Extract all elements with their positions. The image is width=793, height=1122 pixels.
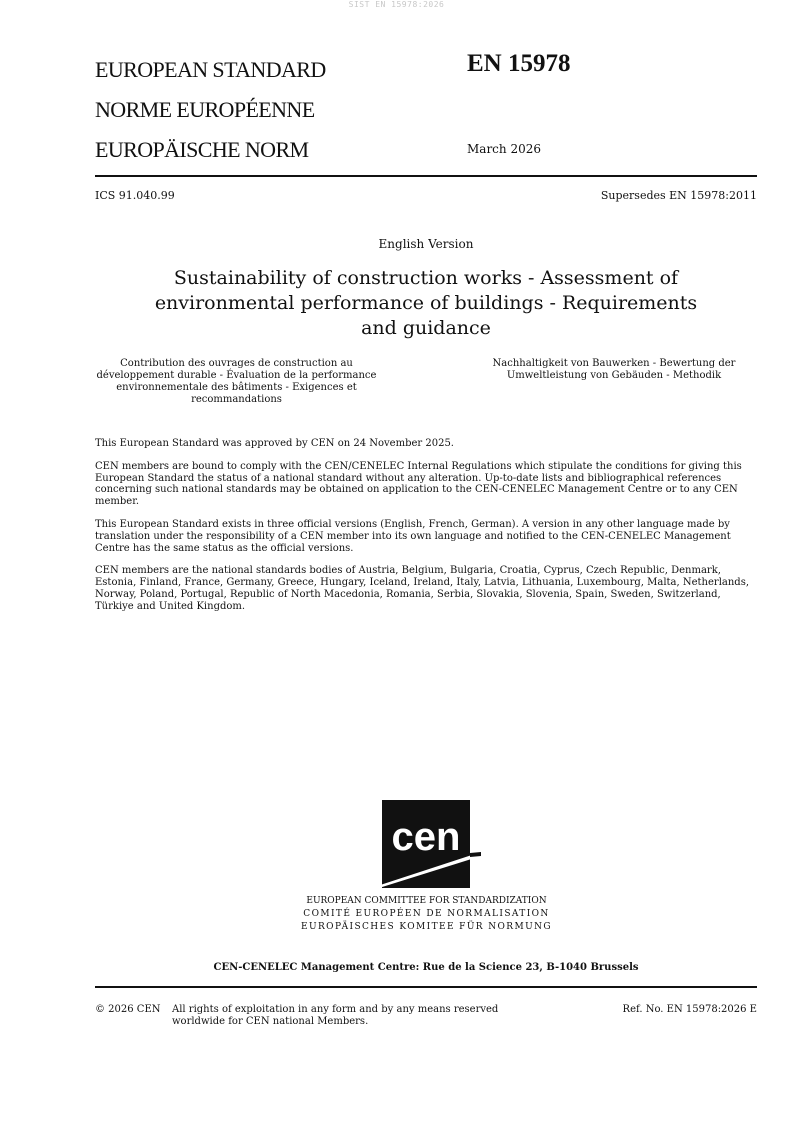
title-line: environmental performance of buildings - Requirements [154,292,698,314]
german-title [474,358,754,382]
title-line: Sustainability of construction works - Assessment of [173,267,679,289]
german-title-line: Umweltleistung von Gebäuden - Methodik [506,370,722,381]
language-version: English Version [378,237,474,251]
standard-name-en: EUROPEAN STANDARD [95,57,326,82]
rights-line: All rights of exploitation in any form and by any means reserved [172,1004,499,1015]
french-title-line: Contribution des ouvrages de construction au [120,358,353,369]
management-centre-address: CEN-CENELEC Management Centre: Rue de la Science 23, B-1040 Brussels [213,962,639,973]
committee-name-de: EUROPÄISCHES KOMITEE FÜR NORMUNG [301,922,552,932]
committee-names [250,895,603,934]
rights-notice [172,1004,512,1028]
title-line: and guidance [361,317,491,339]
committee-name-fr: COMITÉ EUROPÉEN DE NORMALISATION [303,909,550,919]
watermark: SIST EN 15978:2026 [348,0,445,9]
body-paragraphs [95,438,757,624]
members-list-paragraph: CEN members are the national standards bodies of Austria, Belgium, Bulgaria, Croatia, Cyprus, Czech Republic, Denmark, Estonia, Finland, France, Germany, Greece, Hungary, Iceland, Ireland, Italy, Latvia, Lithuania, Luxembourg, Malta, Netherlands, Norway, Poland, Portugal, Republic of North Macedonia, Romania, Serbia, Slovakia, Slovenia, Spain, Sweden, Switzerland, Türkiye and United Kingdom. [95,565,750,612]
french-title-line: environnementale des bâtiments - Exigences et [116,382,357,393]
header-divider [95,175,757,177]
ics-code: ICS 91.040.99 [95,189,175,202]
standard-name-fr: NORME EUROPÉENNE [95,97,315,122]
document-title [120,266,732,341]
standard-number: EN 15978 [467,50,571,77]
german-title-line: Nachhaltigkeit von Bauwerken - Bewertung der [492,358,736,369]
committee-name-en: EUROPEAN COMMITTEE FOR STANDARDIZATION [306,896,547,906]
approval-paragraph: This European Standard was approved by CEN on 24 November 2025. [95,438,454,449]
versions-paragraph: This European Standard exists in three official versions (English, French, German). A version in any other language made by translation under the responsibility of a CEN member into its own language and notified to the CEN-CENELEC Management Centre has the same status as the official versions. [95,518,731,554]
cen-logo-text: cen [391,815,461,859]
cen-logo [371,800,483,890]
french-title-line: recommandations [191,394,282,405]
supersedes-note: Supersedes EN 15978:2011 [600,189,757,202]
footer-divider [95,986,757,988]
standard-name-de: EUROPÄISCHE NORM [95,137,309,162]
members-bound-paragraph: CEN members are bound to comply with the CEN/CENELEC Internal Regulations which stipulate the conditions for giving this European Standard the status of a national standard without any alteration. Up-to-date lists and bibliographical references concerning such national standards may be obtained on application to the CEN-CENELEC Management Centre or to any CEN member. [95,460,742,508]
publication-date: March 2026 [467,142,541,156]
reference-number: Ref. No. EN 15978:2026 E [622,1004,757,1015]
french-title-line: développement durable - Évaluation de la performance [96,370,377,381]
rights-line: worldwide for CEN national Members. [172,1016,369,1027]
copyright: © 2026 CEN [95,1004,161,1015]
french-title [85,358,388,406]
